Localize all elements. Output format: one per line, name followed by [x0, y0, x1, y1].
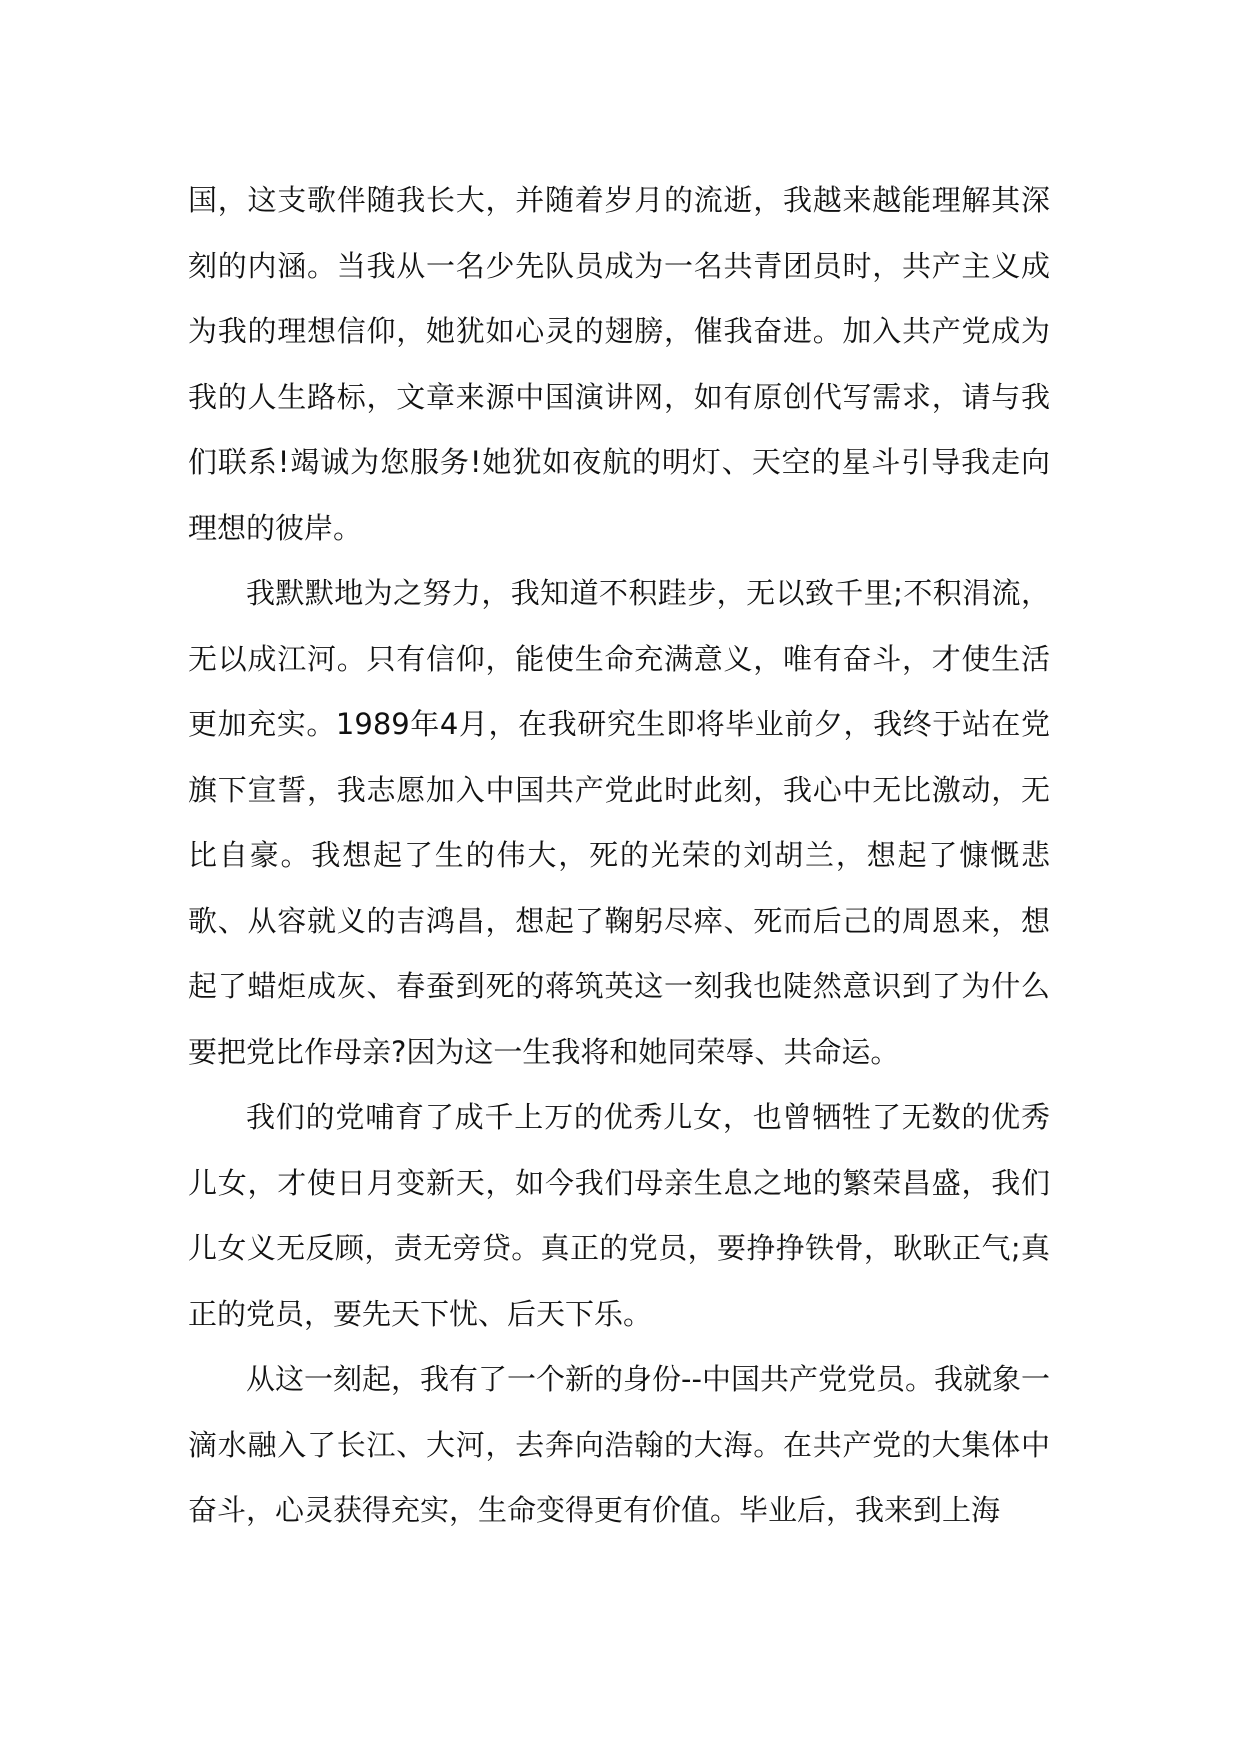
- paragraph-3: 我们的党哺育了成千上万的优秀儿女，也曾牺牲了无数的优秀儿女，才使日月变新天，如今我们母亲生息之地的繁荣昌盛，我们儿女义无反顾，责无旁贷。真正的党员，要挣挣铁骨，耿耿正气;真正的党员，要先天下忧、后天下乐。: [188, 1100, 1050, 1331]
- document-body: [188, 168, 1050, 1544]
- paragraph-4: 从这一刻起，我有了一个新的身份--中国共产党党员。我就象一滴水融入了长江、大河，去奔向浩翰的大海。在共产党的大集体中奋斗，心灵获得充实，生命变得更有价值。毕业后，我来到上海: [188, 1362, 1050, 1527]
- paragraph-1: 国，这支歌伴随我长大，并随着岁月的流逝，我越来越能理解其深刻的内涵。当我从一名少先队员成为一名共青团员时，共产主义成为我的理想信仰，她犹如心灵的翅膀，催我奋进。加入共产党成为我的人生路标，文章来源中国演讲网，如有原创代写需求，请与我们联系!竭诚为您服务!她犹如夜航的明灯、天空的星斗引导我走向理想的彼岸。: [188, 183, 1050, 545]
- paragraph-2: 我默默地为之努力，我知道不积跬步，无以致千里;不积涓流，无以成江河。只有信仰，能使生命充满意义，唯有奋斗，才使生活更加充实。1989年4月，在我研究生即将毕业前夕，我终于站在党旗下宣誓，我志愿加入中国共产党此时此刻，我心中无比激动，无比自豪。我想起了生的伟大，死的光荣的刘胡兰，想起了慷慨悲歌、从容就义的吉鸿昌，想起了鞠躬尽瘁、死而后己的周恩来，想起了蜡炬成灰、春蚕到死的蒋筑英这一刻我也陡然意识到了为什么要把党比作母亲?因为这一生我将和她同荣辱、共命运。: [188, 576, 1050, 1069]
